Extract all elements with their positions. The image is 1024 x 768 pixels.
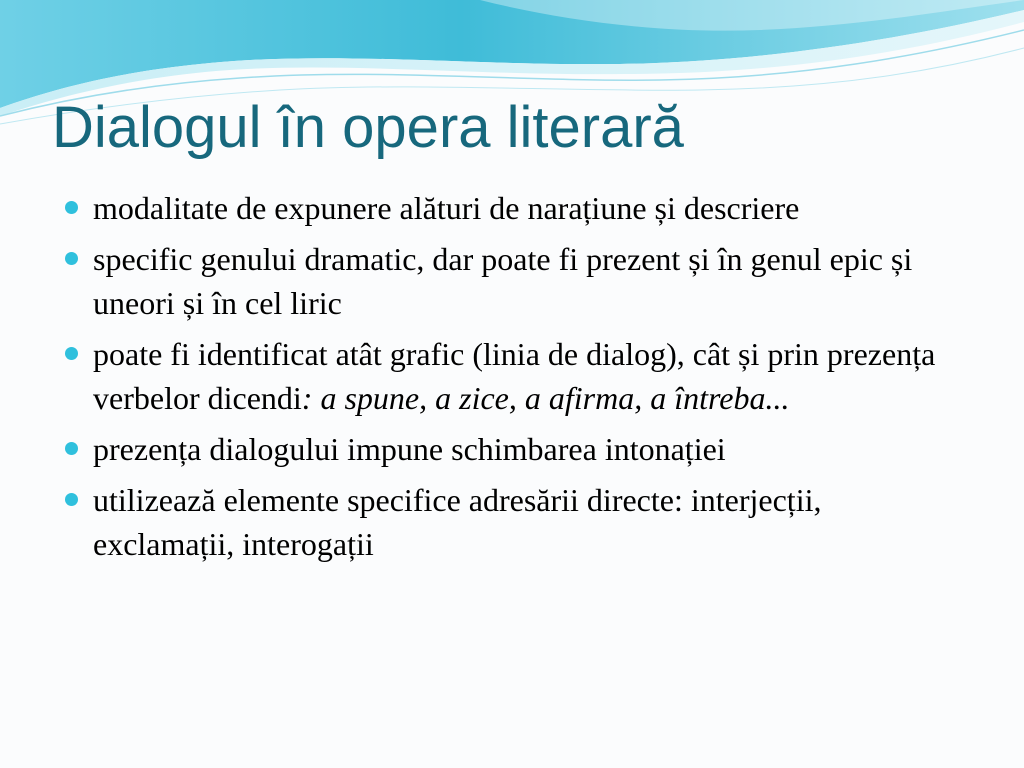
bullet-icon [65, 442, 78, 455]
bullet-list [62, 186, 942, 573]
bullet-icon [65, 493, 78, 506]
bullet-text: modalitate de expunere alături de narațiune și descriere [93, 190, 800, 226]
list-item [62, 427, 942, 471]
list-item [62, 186, 942, 230]
bullet-text-plain: poate fi identificat atât grafic (linia de dialog), cât și prin prezența verbelor dicendi [93, 336, 936, 416]
bullet-text [93, 336, 935, 416]
bullet-icon [65, 201, 78, 214]
bullet-icon [65, 347, 78, 360]
list-item [62, 237, 942, 325]
bullet-text: prezența dialogului impune schimbarea intonației [93, 431, 726, 467]
bullet-icon [65, 252, 78, 265]
list-item [62, 478, 942, 566]
bullet-text: specific genului dramatic, dar poate fi prezent și în genul epic și uneori și în cel liric [93, 241, 913, 321]
list-item [62, 332, 942, 420]
bullet-text: utilizează elemente specifice adresării directe: interjecții, exclamații, interogații [93, 482, 822, 562]
bullet-text-emphasis: : a spune, a zice, a afirma, a întreba... [301, 380, 790, 416]
slide-title: Dialogul în opera literară [52, 95, 684, 160]
